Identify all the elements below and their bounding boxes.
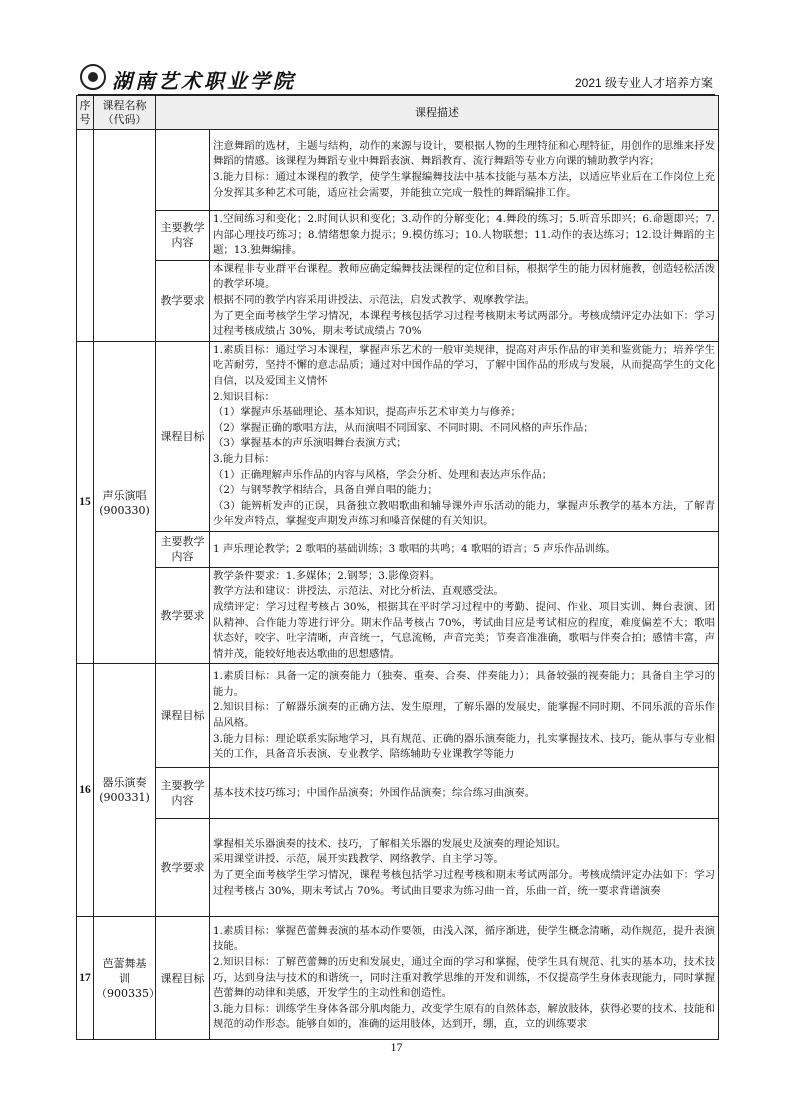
goal-cell	[210, 664, 719, 768]
table-row	[77, 211, 719, 261]
desc-line: 1.空间练习和变化；2.时间认识和变化；3.动作的分解变化；4.舞段的练习；5.听音乐即兴；6.命题即兴；7.内部心理技巧练习；8.情绪想象力提示；9.模仿练习；10.人物联想；11.动作的表达练习；12.设计舞蹈的主题；13.独舞编排。	[213, 213, 715, 257]
category-label: 教学要求	[156, 567, 210, 664]
desc-line: （2）与钢琴教学相结合，具备自弹自唱的能力；	[213, 484, 438, 497]
desc-line: 3.能力目标：	[213, 452, 275, 465]
table-row	[77, 768, 719, 819]
table-row	[77, 567, 719, 664]
desc-line: 掌握相关乐器演奏的技术、技巧，了解相关乐器的发展史及演奏的理论知识。	[213, 837, 567, 850]
category-label: 主要教学内容	[156, 531, 210, 567]
course-code: (900331)	[99, 791, 150, 805]
desc-line: 2.知识目标：了解芭蕾舞的历史和发展史，通过全面的学习和掌握，使学生具有规范、扎实的基本功，技术技巧，达到身法与技术的和谐统一，同时注重对教学思维的开发和训练，不仅提高学生身体表现能力，同时掌握芭蕾舞的动律和美感，开发学生的主动性和创造性。	[213, 956, 715, 1000]
category-label: 课程目标	[156, 341, 210, 531]
category-label: 教学要求	[156, 260, 210, 341]
desc-line: （3）掌握基本的声乐演唱舞台表演方式；	[213, 437, 407, 450]
content-cell	[210, 531, 719, 567]
school-name: 湖南艺术职业学院	[112, 69, 296, 93]
desc-line: 成绩评定：学习过程考核占 30%，根据其在平时学习过程中的考勤、提问、作业、项目实训、舞台表演、团队精神、合作能力等进行评分。期末作品考核占 70%，考试曲目应是考试相应的程度，难度偏差不大；歌唱状态好，咬字、吐字清晰，声音统一，气息流畅，声音完美；节奏音准准确，歌唱与伴奏合拍；感情丰富，声情并茂，能较好地表达歌曲的思想感情。	[213, 601, 715, 660]
requirement-cell	[210, 819, 719, 917]
desc-line: 为了更全面考核学生学习情况，课程考核包括学习过程考核和期末考试两部分。考核成绩评定办法如下：学习过程考核占 30%，期末考试占 70%。考试曲目要求为练习曲一首，乐曲一首，统一要求背谱演奏	[213, 868, 715, 897]
desc-line: 3.能力目标：理论联系实际地学习，具有规范、正确的器乐演奏能力，扎实掌握技术、技巧，能从事与专业相关的工作，具备音乐表演、专业教学、陪练辅助专业课教学等能力	[213, 732, 715, 761]
category-cell-empty	[156, 130, 210, 211]
requirement-cell	[210, 260, 719, 341]
course-title: 芭蕾舞基训	[102, 956, 147, 985]
table-row	[77, 341, 719, 531]
desc-line: 1 声乐理论教学；2 歌唱的基础训练；3 歌唱的共鸣；4 歌唱的语言；5 声乐作品训练。	[213, 542, 616, 555]
goal-cell	[210, 341, 719, 531]
desc-line: （1）掌握声乐基础理论、基本知识，提高声乐艺术审美力与修养；	[213, 406, 521, 419]
school-logo-icon	[80, 64, 106, 90]
course-name	[94, 917, 160, 1040]
seq-number: 16	[77, 664, 94, 917]
desc-line: 2.知识目标：	[213, 390, 275, 403]
desc-line: 注意舞蹈的选材，主题与结构，动作的来源与设计，要根据人物的生理特征和心理特征，用创作的思维来抒发舞蹈的情感。该课程为舞蹈专业中舞蹈表演、舞蹈教育、流行舞蹈等专业方向课的辅助教学内容；	[213, 139, 715, 168]
course-name	[94, 341, 156, 664]
course-code: (900330)	[99, 503, 150, 517]
category-label: 教学要求	[156, 819, 210, 917]
course-name-cell-empty	[94, 130, 156, 342]
table-row	[77, 260, 719, 341]
table-row	[77, 664, 719, 768]
header-course: 课程名称（代码）	[94, 96, 156, 130]
content-cell	[210, 211, 719, 261]
desc-line: （3）能辨析发声的正误，具备独立教唱歌曲和辅导课外声乐活动的能力，掌握声乐教学的基本方法，了解青少年发声特点，掌握变声期发声练习和嗓音保健的有关知识。	[213, 499, 715, 528]
header-seq: 序号	[77, 96, 94, 130]
desc-line: （1）正确理解声乐作品的内容与风格，学会分析、处理和表达声乐作品；	[213, 468, 553, 481]
content-cell	[210, 768, 719, 819]
table-row	[77, 917, 719, 1040]
plan-title: 2021 级专业人才培养方案	[574, 76, 713, 90]
desc-line: 基本技术技巧练习；中国作品演奏；外国作品演奏；综合练习曲演奏。	[213, 786, 536, 799]
page-header	[78, 60, 715, 95]
table-header-row	[77, 96, 719, 130]
goal-cell	[210, 917, 719, 1040]
desc-line: 教学条件要求：1.多媒体；2.钢琴；3.影像资料。	[213, 569, 441, 582]
course-title: 器乐演奏	[102, 776, 147, 790]
desc-line: 3.能力目标：通过本课程的教学，使学生掌握编舞技法中基本技能与基本方法，以适应毕业后在工作岗位上充分发挥其多种艺术可能，适应社会需要，并能独立完成一般性的舞蹈编排工作。	[213, 171, 715, 199]
table-row	[77, 531, 719, 567]
desc-line: 根据不同的教学内容采用讲授法、示范法，启发式教学、观摩教学法。	[213, 293, 536, 306]
requirement-cell	[210, 567, 719, 664]
desc-line: 采用课堂讲授、示范，展开实践教学、网络教学、自主学习等。	[213, 853, 504, 866]
table-row	[77, 130, 719, 211]
course-table	[76, 95, 719, 1040]
course-code: （900335）	[96, 986, 160, 1000]
desc-line: （2）掌握正确的歌唱方法，从而演唱不同国家、不同时期、不同风格的声乐作品；	[213, 421, 594, 434]
table-row	[77, 819, 719, 917]
desc-line: 2.知识目标：了解器乐演奏的正确方法、发生原理，了解乐器的发展史，能掌握不同时期、不同乐派的音乐作品风格。	[213, 701, 715, 729]
header-description: 课程描述	[156, 96, 719, 130]
seq-number: 17	[77, 917, 94, 1040]
desc-line: 教学方法和建议：讲授法、示范法、对比分析法、直观感受法。	[213, 585, 504, 598]
desc-line: 3.能力目标：训练学生身体各部分肌肉能力，改变学生原有的自然体态，解放肢体，获得必要的技术、技能和规范的动作形态。能够自如的，准确的运用肢体，达到开，绷，直，立的训练要求	[213, 1002, 715, 1031]
desc-line: 1.素质目标：具备一定的演奏能力（独奏、重奏、合奏、伴奏能力）；具备较强的视奏能力；具备自主学习的能力。	[213, 670, 715, 698]
page-number: 17	[390, 1040, 403, 1054]
desc-line: 1.素质目标：通过学习本课程，掌握声乐艺术的一般审美规律，提高对声乐作品的审美和鉴赏能力；培养学生吃苦耐劳，坚持不懈的意志品质；通过对中国作品的学习，了解中国作品的形成与发展，从而提高学生的文化自信，以及爱国主义情怀	[213, 343, 715, 387]
desc-line: 1.素质目标：掌握芭蕾舞表演的基本动作要领，由浅入深，循序渐进，使学生概念清晰，动作规范，提升表演技能。	[213, 924, 715, 953]
desc-line: 为了更全面考核学生学习情况，本课程考核包括学习过程考核期末考试两部分。考核成绩评定办法如下：学习过程考核成绩占 30%，期末考试成绩占 70%	[213, 309, 715, 338]
category-label: 主要教学内容	[156, 768, 210, 819]
course-name	[94, 664, 156, 917]
category-label: 主要教学内容	[156, 211, 210, 261]
desc-line: 本课程非专业群平台课程。教师应确定编舞技法课程的定位和目标，根据学生的能力因材施教，创造轻松活泼的教学环境。	[213, 262, 715, 291]
category-label: 课程目标	[156, 917, 210, 1040]
goal-cell	[210, 130, 719, 211]
seq-cell-empty	[77, 130, 94, 342]
seq-number: 15	[77, 341, 94, 664]
course-title: 声乐演唱	[102, 488, 147, 502]
category-label: 课程目标	[156, 664, 210, 768]
